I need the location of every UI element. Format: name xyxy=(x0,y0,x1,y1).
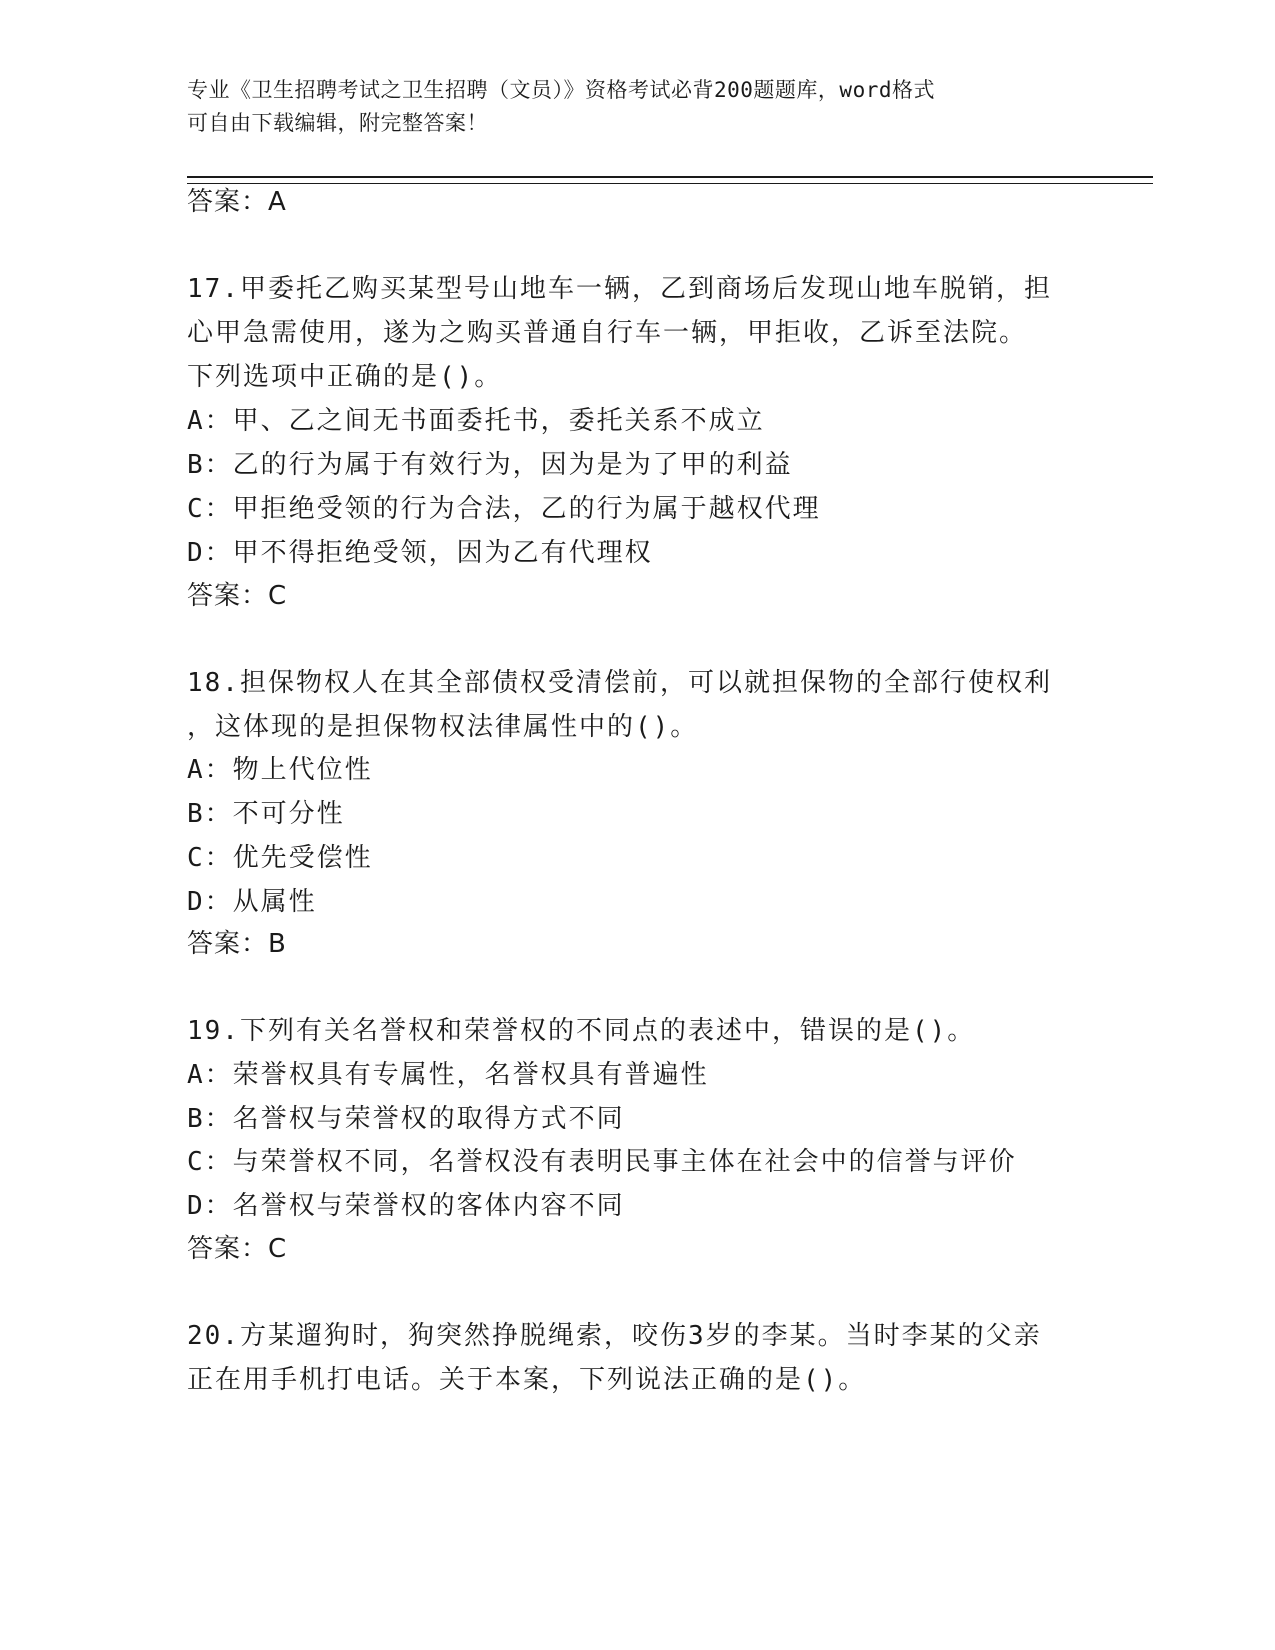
header-line-1: 专业《卫生招聘考试之卫生招聘（文员）》资格考试必背200题题库，word格式 xyxy=(187,78,935,102)
question-17-answer: 答案：C xyxy=(187,581,288,611)
question-18-answer: 答案：B xyxy=(187,929,287,959)
question-17-stem-line-3: 下列选项中正确的是()。 xyxy=(187,362,503,392)
question-18-option-c: C：优先受偿性 xyxy=(187,843,373,873)
question-18-stem-line-1: 18.担保物权人在其全部债权受清偿前，可以就担保物的全部行使权利 xyxy=(187,668,1052,698)
question-19-option-b: B：名誉权与荣誉权的取得方式不同 xyxy=(187,1104,625,1134)
question-19-option-a: A：荣誉权具有专属性，名誉权具有普遍性 xyxy=(187,1060,709,1090)
header-line-2: 可自由下载编辑，附完整答案！ xyxy=(187,111,488,135)
question-17-stem-line-1: 17.甲委托乙购买某型号山地车一辆，乙到商场后发现山地车脱销，担 xyxy=(187,274,1052,304)
question-18-option-d: D：从属性 xyxy=(187,887,317,917)
question-17-option-c: C：甲拒绝受领的行为合法，乙的行为属于越权代理 xyxy=(187,494,821,524)
question-19-answer: 答案：C xyxy=(187,1234,288,1264)
question-18-option-a: A：物上代位性 xyxy=(187,755,373,785)
question-19-stem-line-1: 19.下列有关名誉权和荣誉权的不同点的表述中，错误的是()。 xyxy=(187,1016,976,1046)
question-18-stem-line-2: ，这体现的是担保物权法律属性中的()。 xyxy=(187,712,699,742)
answer-line: 答案：A xyxy=(187,187,287,217)
question-19-option-c: C：与荣誉权不同，名誉权没有表明民事主体在社会中的信誉与评价 xyxy=(187,1147,1017,1177)
question-17-option-b: B：乙的行为属于有效行为，因为是为了甲的利益 xyxy=(187,450,793,480)
header-divider xyxy=(187,176,1153,184)
question-17-option-a: A：甲、乙之间无书面委托书，委托关系不成立 xyxy=(187,406,765,436)
question-20-stem-line-1: 20.方某遛狗时，狗突然挣脱绳索，咬伤3岁的李某。当时李某的父亲 xyxy=(187,1321,1042,1351)
document-header xyxy=(187,74,1087,140)
question-20-stem-line-2: 正在用手机打电话。关于本案，下列说法正确的是()。 xyxy=(187,1365,867,1395)
question-19-option-d: D：名誉权与荣誉权的客体内容不同 xyxy=(187,1191,625,1221)
question-17-option-d: D：甲不得拒绝受领，因为乙有代理权 xyxy=(187,538,653,568)
question-18-option-b: B：不可分性 xyxy=(187,799,345,829)
question-17-stem-line-2: 心甲急需使用，遂为之购买普通自行车一辆，甲拒收，乙诉至法院。 xyxy=(187,318,1028,348)
